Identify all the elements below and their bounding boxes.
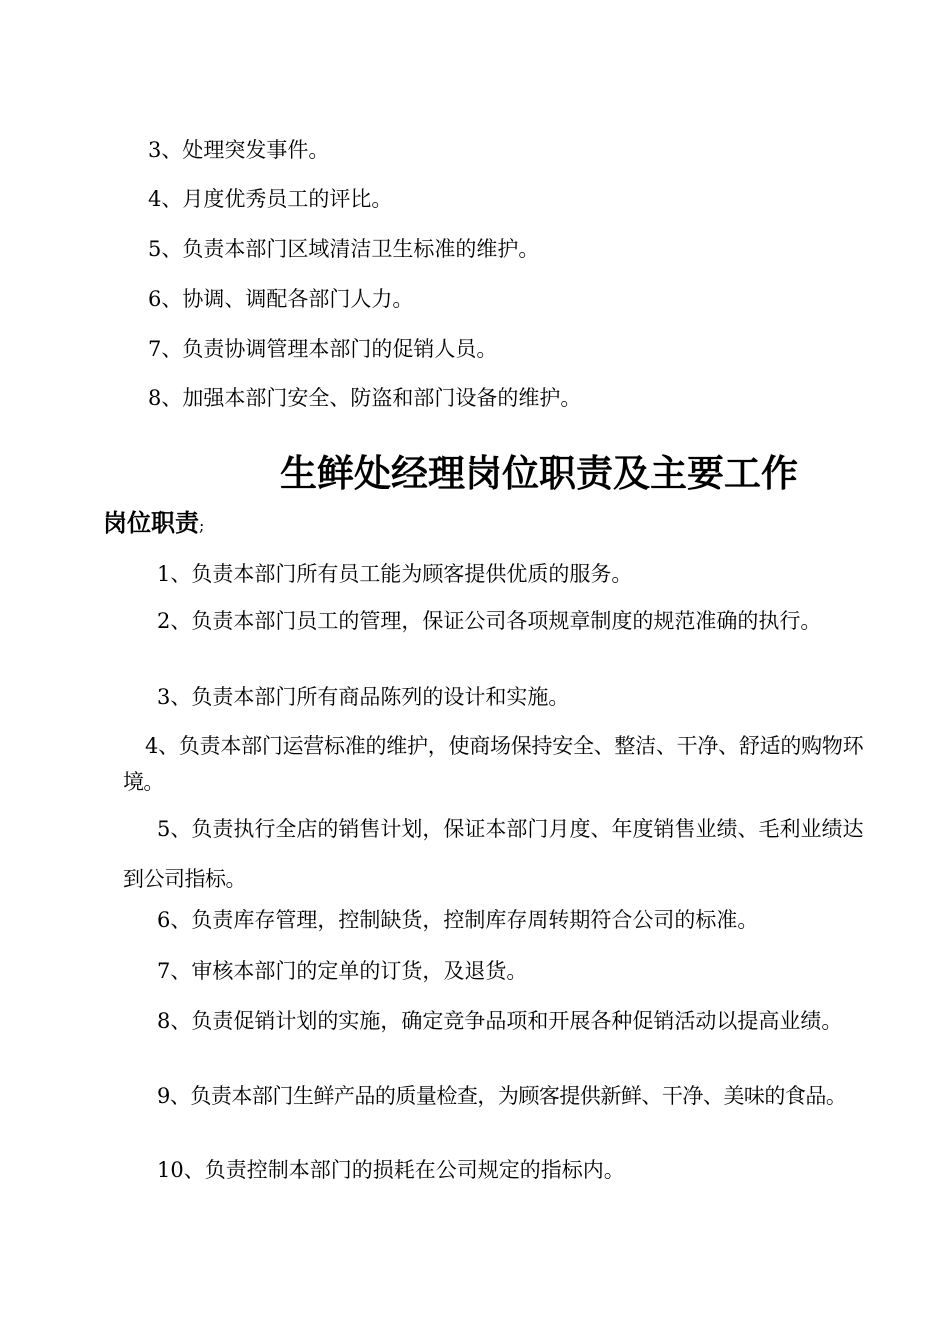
prior-item-4: 4、月度优秀员工的评比。: [148, 187, 393, 211]
duty-item-10: 10、负责控制本部门的损耗在公司规定的指标内。: [157, 1158, 625, 1182]
duty-item-7: 7、审核本部门的定单的订货，及退货。: [157, 959, 528, 983]
prior-item-8: 8、加强本部门安全、防盗和部门设备的维护。: [148, 386, 582, 410]
prior-item-7: 7、负责协调管理本部门的促销人员。: [148, 337, 498, 361]
duty-item-5: 5、负责执行全店的销售计划，保证本部门月度、年度销售业绩、毛利业绩达到公司指标。: [123, 817, 863, 891]
prior-item-5: 5、负责本部门区域清洁卫生标准的维护。: [148, 237, 540, 261]
duty-item-8: 8、负责促销计划的实施，确定竞争品项和开展各种促销活动以提高业绩。: [157, 1009, 843, 1033]
duty-item-1: 1、负责本部门所有员工能为顾客提供优质的服务。: [157, 562, 633, 586]
duty-item-2: 2、负责本部门员工的管理，保证公司各项规章制度的规范准确的执行。: [157, 609, 822, 633]
prior-item-6: 6、协调、调配各部门人力。: [148, 287, 414, 311]
duty-item-4: 4、负责本部门运营标准的维护，使商场保持安全、整洁、干净、舒适的购物环境。: [123, 734, 863, 794]
duties-heading: [103, 508, 204, 538]
duties-heading-punct: ;: [199, 516, 205, 535]
duty-item-6: 6、负责库存管理，控制缺货，控制库存周转期符合公司的标准。: [157, 908, 759, 932]
duty-item-3: 3、负责本部门所有商品陈列的设计和实施。: [157, 685, 570, 709]
duty-item-9: 9、负责本部门生鲜产品的质量检查，为顾客提供新鲜、干净、美味的食品。: [157, 1084, 847, 1108]
section-title: 生鲜处经理岗位职责及主要工作: [280, 452, 798, 495]
prior-item-3: 3、处理突发事件。: [148, 138, 330, 162]
duties-heading-label: 岗位职责: [103, 509, 199, 537]
